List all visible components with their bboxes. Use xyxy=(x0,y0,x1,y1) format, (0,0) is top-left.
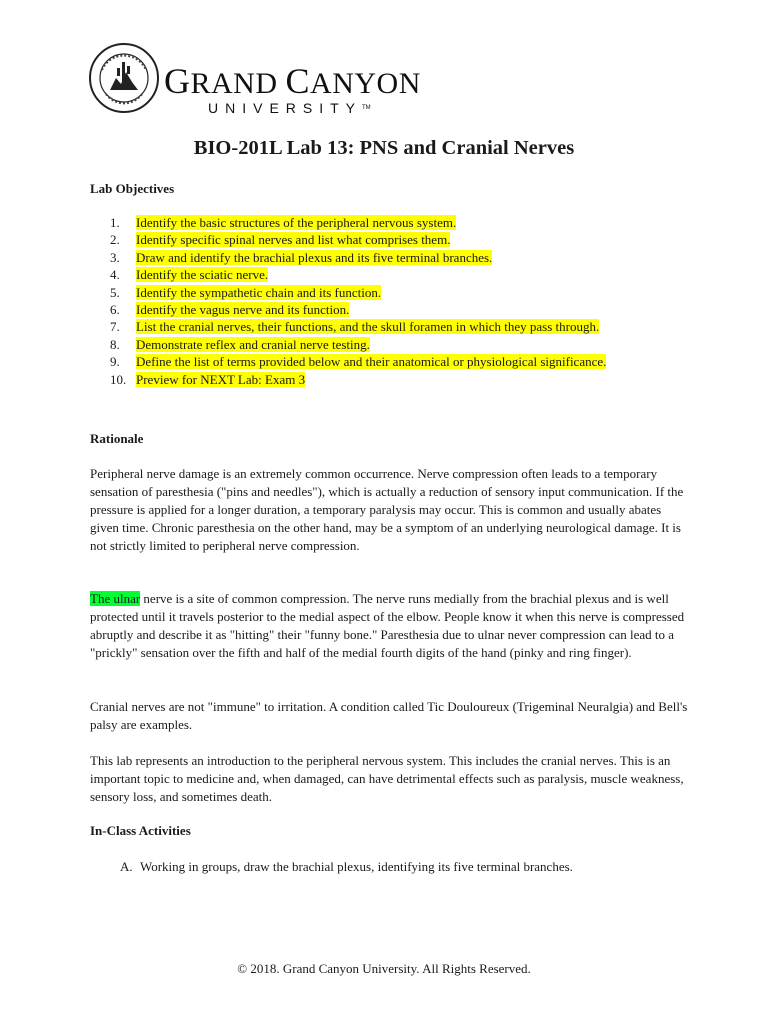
activity-item: A. Working in groups, draw the brachial plexus, identifying its five terminal branches. xyxy=(120,859,573,874)
rationale-paragraph-4: This lab represents an introduction to the peripheral nervous system. This includes the cranial nerves. This is an important topic to medicine and, when damaged, can have detrimental effects such as paralysis, muscle weakness, sensory loss, and sometimes death. xyxy=(90,753,684,804)
in-class-heading: In-Class Activities xyxy=(90,823,191,838)
university-seal-icon xyxy=(88,42,160,114)
list-item: 4. Identify the sciatic nerve. xyxy=(110,267,269,283)
rationale-paragraph-1: Peripheral nerve damage is an extremely common occurrence. Nerve compression often leads to a temporary sensation of paresthesia ("pins and needles"), which is actually a reduction of sensory input communication. If the pressure is applied for a longer duration, a temporary paralysis may occur. This is common and usually abates given time. Chronic paresthesia on the other hand, may be a symptom of an underlying neurological damage. It is not strictly limited to peripheral nerve compression. xyxy=(90,466,684,553)
objectives-list xyxy=(90,214,690,388)
copyright-footer: © 2018. Grand Canyon University. All Rights Reserved. xyxy=(237,961,531,976)
ulnar-highlight: The ulnar xyxy=(90,591,141,606)
list-item: 10. Preview for NEXT Lab: Exam 3 xyxy=(110,371,306,387)
list-item: 1. Identify the basic structures of the peripheral nervous system. xyxy=(110,215,457,230)
list-item: 9. Define the list of terms provided below and their anatomical or physiological significance. xyxy=(110,354,607,370)
logo-wordmark: GRAND CANYON xyxy=(164,61,421,101)
list-item: 7. List the cranial nerves, their functions, and the skull foramen in which they pass through. xyxy=(110,319,600,335)
rationale-paragraph-2: The ulnar nerve is a site of common compression. The nerve runs medially from the brachial plexus and is well protected until it travels posterior to the medial aspect of the elbow. People know it when this nerve is compressed abruptly and describe it as "hitting" their "funny bone." Paresthesia due to ulnar never compression can lead to a "prickly" sensation over the fifth and half of the medial fourth digits of the hand (pinky and ring finger). xyxy=(90,591,685,660)
list-item: 3. Draw and identify the brachial plexus and its five terminal branches. xyxy=(110,249,493,265)
rationale-heading: Rationale xyxy=(90,431,144,446)
university-logo xyxy=(88,42,421,122)
page-title: BIO-201L Lab 13: PNS and Cranial Nerves xyxy=(193,137,575,159)
list-item: 6. Identify the vagus nerve and its function. xyxy=(110,302,350,318)
objectives-heading: Lab Objectives xyxy=(90,181,175,196)
list-item: 5. Identify the sympathetic chain and its function. xyxy=(110,284,382,300)
list-item: 2. Identify specific spinal nerves and list what comprises them. xyxy=(110,232,451,248)
rationale-paragraph-3: Cranial nerves are not "immune" to irritation. A condition called Tic Douloureux (Trigeminal Neuralgia) and Bell's palsy are examples. xyxy=(90,699,688,732)
logo-subtitle: UNIVERSITY™ xyxy=(208,100,371,116)
list-item: 8. Demonstrate reflex and cranial nerve testing. xyxy=(110,336,370,352)
